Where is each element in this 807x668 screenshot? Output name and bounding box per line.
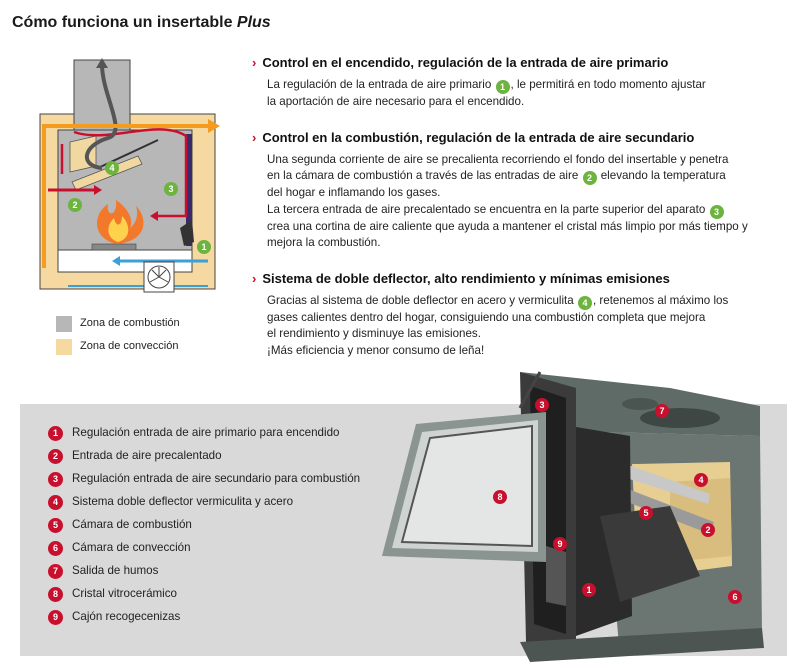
section-line: La regulación de la entrada de aire primario 1 , le permitirá en todo momento ajustar — [267, 78, 706, 92]
section-line: crea una cortina de aire caliente que ayuda a mantener el cristal más limpio por más tiempo y — [267, 219, 748, 233]
part-number: 4 — [48, 495, 63, 510]
section-line: del hogar e inflamando los gases. — [267, 186, 441, 200]
part-label: Entrada de aire precalentado — [72, 449, 222, 462]
swatch-convection — [56, 339, 72, 355]
section-body — [267, 77, 792, 110]
marker-6: 6 — [728, 590, 742, 604]
diagram-badge-1 — [196, 235, 212, 254]
part-label: Regulación entrada de aire primario para encendido — [72, 426, 340, 439]
legend-label: Zona de combustión — [80, 317, 180, 329]
marker-9: 9 — [553, 537, 567, 551]
part-number: 6 — [48, 541, 63, 556]
badge-3: 3 — [164, 182, 178, 196]
section-heading-text: Control en la combustión, regulación de la entrada de aire secundario — [262, 130, 695, 145]
part-number: 5 — [48, 518, 63, 533]
inline-badge: 1 — [496, 80, 510, 94]
chevron-right-icon: › — [252, 271, 257, 286]
inline-badge: 4 — [578, 296, 592, 310]
part-number: 9 — [48, 610, 63, 625]
legend-label: Zona de convección — [80, 340, 179, 352]
section-line: gases calientes dentro del hogar, consiguiendo una combustión completa que mejora — [267, 311, 706, 324]
part-number: 1 — [48, 426, 63, 441]
badge-1: 1 — [197, 240, 211, 254]
airflow-diagram — [8, 56, 243, 306]
marker-4: 4 — [694, 473, 708, 487]
stove-illustration — [370, 366, 790, 666]
part-label: Sistema doble deflector vermiculita y acero — [72, 495, 294, 508]
inline-badge: 2 — [583, 171, 597, 185]
marker-5: 5 — [639, 506, 653, 520]
section-line: la aportación de aire necesario para el encendido. — [267, 95, 525, 108]
part-label: Cristal vitrocerámico — [72, 587, 178, 600]
diagram-badge-2 — [67, 193, 83, 212]
badge-2: 2 — [68, 198, 82, 212]
marker-2: 2 — [701, 523, 715, 537]
marker-8: 8 — [493, 490, 507, 504]
section-body — [267, 152, 792, 252]
part-label: Salida de humos — [72, 564, 159, 577]
badge-4: 4 — [105, 161, 119, 175]
part-label: Regulación entrada de aire secundario para combustión — [72, 472, 361, 485]
section-line: en la cámara de combustión a través de las entradas de aire 2 elevando la temperatura — [267, 169, 726, 184]
section-double-deflector — [252, 271, 792, 359]
title-main: Cómo funciona un insertable — [12, 14, 237, 31]
part-label: Cámara de combustión — [72, 518, 192, 531]
stove-marker-5 — [638, 501, 654, 520]
section-line: mejora la combustión. — [267, 236, 381, 250]
section-line: ¡Más eficiencia y menor consumo de leña! — [267, 343, 485, 357]
section-heading-text: Sistema de doble deflector, alto rendimiento y mínimas emisiones — [262, 271, 670, 286]
chevron-right-icon: › — [252, 130, 257, 145]
section-line: La tercera entrada de aire precalentado se encuentra en la parte superior del aparato 3 — [267, 202, 792, 219]
chevron-right-icon: › — [252, 55, 257, 70]
stove-marker-2 — [700, 518, 716, 537]
section-heading-text: Control en el encendido, regulación de la entrada de aire primario — [262, 55, 669, 70]
stove-marker-8 — [492, 485, 508, 504]
section-heading — [252, 130, 792, 145]
stove-marker-1 — [581, 578, 597, 597]
section-secondary-air — [252, 130, 792, 252]
title-emphasis: Plus — [236, 14, 271, 31]
inline-badge: 3 — [710, 205, 724, 219]
part-number: 8 — [48, 587, 63, 602]
stove-marker-3 — [534, 393, 550, 412]
part-number: 2 — [48, 449, 63, 464]
stove-marker-4 — [693, 468, 709, 487]
part-number: 7 — [48, 564, 63, 579]
part-label: Cajón recogecenizas — [72, 610, 181, 623]
stove-marker-6 — [727, 585, 743, 604]
section-primary-air — [252, 55, 792, 110]
section-line: Una segunda corriente de aire se precalienta recorriendo el fondo del insertable y penetra — [267, 153, 729, 166]
section-heading — [252, 271, 792, 286]
marker-1: 1 — [582, 583, 596, 597]
section-line: Gracias al sistema de doble deflector en acero y vermiculita 4 , retenemos al máximo los — [267, 294, 729, 308]
marker-7: 7 — [655, 404, 669, 418]
swatch-combustion — [56, 316, 72, 332]
stove-marker-9 — [552, 532, 568, 551]
section-body — [267, 293, 792, 359]
diagram-badge-4 — [104, 156, 120, 175]
part-number: 3 — [48, 472, 63, 487]
part-label: Cámara de convección — [72, 541, 191, 554]
marker-3: 3 — [535, 398, 549, 412]
page-title — [12, 14, 271, 32]
stove-marker-7 — [654, 399, 670, 418]
section-heading — [252, 55, 792, 70]
section-line: el rendimiento y disminuye las emisiones. — [267, 327, 481, 341]
diagram-badge-3 — [163, 177, 179, 196]
